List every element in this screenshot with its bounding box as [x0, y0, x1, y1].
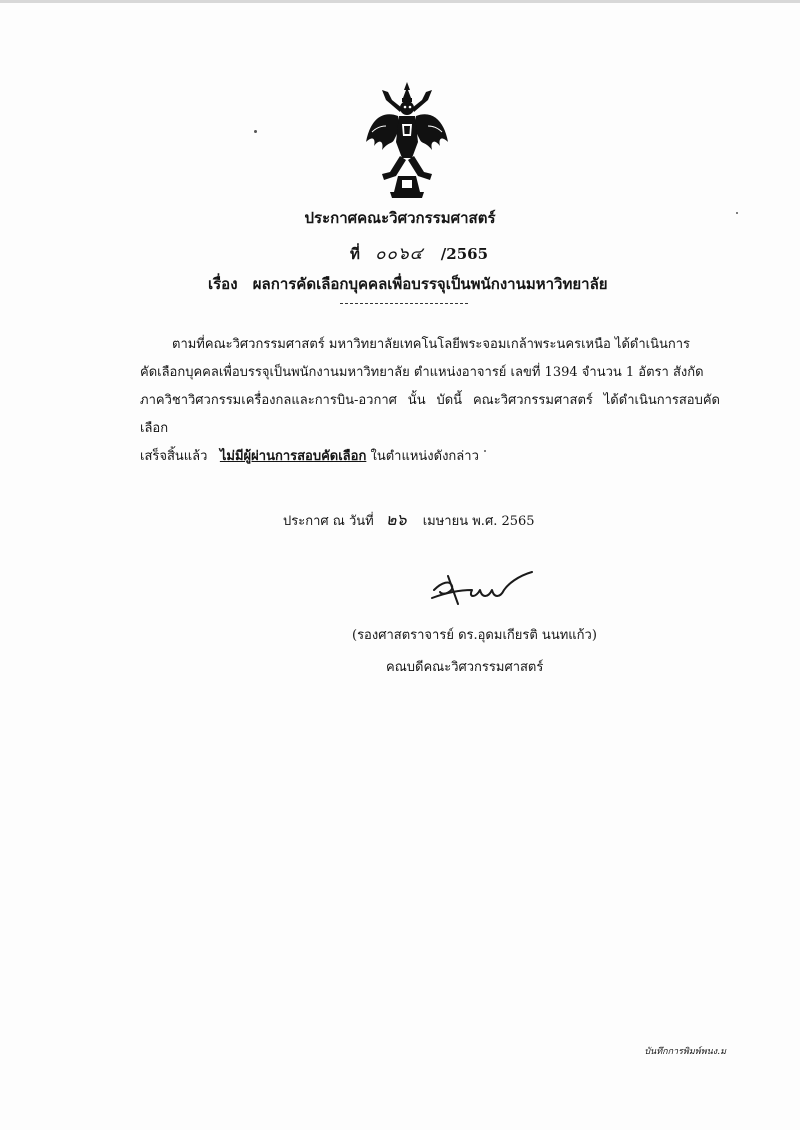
footer-note: บันทึกการพิมพ์พนง.ม: [644, 1047, 726, 1057]
scan-edge: [0, 0, 800, 3]
document-number: [350, 240, 488, 267]
signer-name: (รองศาสตราจารย์ ดร.อุดมเกียรติ นนทแก้ว): [352, 628, 597, 643]
announcement-day-handwritten: ๒๖: [385, 510, 407, 529]
scan-speck: [254, 130, 257, 133]
body-line-3: ภาควิชาวิศวกรรมเครื่องกลและการบิน-อวกาศ นั้น บัดนี้ คณะวิศวกรรมศาสตร์ ได้ดำเนินการสอบคัดเลือก: [140, 393, 720, 436]
announcement-date-prefix: ประกาศ ณ วันที่: [283, 514, 374, 529]
result-emphasis: ไม่มีผู้ผ่านการสอบคัดเลือก: [219, 449, 367, 464]
scan-speck: [736, 212, 738, 214]
body-paragraph: [140, 331, 720, 471]
garuda-emblem-icon: [362, 80, 452, 200]
body-line-1: ตามที่คณะวิศวกรรมศาสตร์ มหาวิทยาลัยเทคโนโลยีพระจอมเกล้าพระนครเหนือ ได้ดำเนินการ: [172, 337, 691, 352]
body-line-2: คัดเลือกบุคคลเพื่อบรรจุเป็นพนักงานมหาวิทยาลัย ตำแหน่งอาจารย์ เลขที่ 1394 จำนวน 1 อัตรา สังกัด: [140, 365, 704, 380]
document-number-handwritten: ๐๐๖๔: [375, 244, 424, 264]
header-divider: [340, 303, 468, 304]
announcement-title: ประกาศคณะวิศวกรรมศาสตร์: [304, 209, 496, 227]
subject-text: ผลการคัดเลือกบุคคลเพื่อบรรจุเป็นพนักงานมหาวิทยาลัย: [252, 275, 608, 293]
announcement-date: [283, 508, 535, 533]
document-number-label: ที่: [350, 245, 360, 263]
body-line-4-pre: เสร็จสิ้นแล้ว: [140, 449, 208, 464]
body-line-4: [140, 443, 720, 471]
handwritten-signature-icon: [428, 568, 538, 608]
document-number-year: /2565: [440, 245, 489, 263]
body-line-4-post: ในตำแหน่งดังกล่าว: [370, 449, 479, 464]
scan-speck: [484, 450, 486, 452]
subject-label: เรื่อง: [208, 275, 238, 293]
subject-line: [208, 272, 608, 296]
announcement-month-year: เมษายน พ.ศ. 2565: [422, 514, 535, 529]
signer-position: คณบดีคณะวิศวกรรมศาสตร์: [386, 660, 544, 675]
